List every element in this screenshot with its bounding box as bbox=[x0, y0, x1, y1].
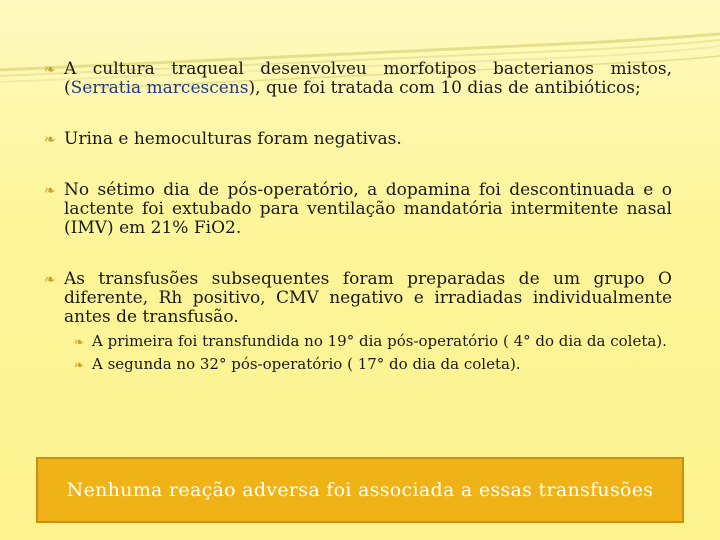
bullet-marker-icon: ❧ bbox=[44, 62, 56, 78]
bullet-transfusions bbox=[44, 270, 672, 327]
slide-content bbox=[44, 60, 672, 373]
bullet-tracheal-culture bbox=[44, 60, 672, 98]
sub-bullet-marker-icon: ❧ bbox=[74, 358, 85, 372]
bullet-marker-icon: ❧ bbox=[44, 132, 56, 148]
callout-text: Nenhuma reação adversa foi associada a essas transfusões bbox=[66, 479, 654, 501]
species-name: Serratia marcescens bbox=[70, 78, 249, 98]
bullet-text: A cultura traqueal desenvolveu morfotipos bacterianos mistos, ( bbox=[64, 59, 672, 98]
bullet-urine-blood-culture bbox=[44, 130, 672, 149]
sub-bullet-marker-icon: ❧ bbox=[74, 335, 85, 349]
bullet-marker-icon: ❧ bbox=[44, 183, 56, 199]
bullet-marker-icon: ❧ bbox=[44, 272, 56, 288]
bullet-text: No sétimo dia de pós-operatório, a dopamina foi descontinuada e o lactente foi extubado para ventilação mandatória intermitente nasal (IMV) em 21% FiO2. bbox=[64, 180, 672, 238]
bullet-text: Urina e hemoculturas foram negativas. bbox=[64, 129, 402, 149]
sub-bullet-text: A segunda no 32° pós-operatório ( 17° do dia da coleta). bbox=[92, 355, 521, 373]
sub-bullet-first-transfusion bbox=[74, 333, 672, 350]
callout-box bbox=[36, 457, 684, 523]
sub-bullet-text: A primeira foi transfundida no 19° dia pós-operatório ( 4° do dia da coleta). bbox=[92, 332, 667, 350]
sub-bullet-second-transfusion bbox=[74, 356, 672, 373]
bullet-text-end: ), que foi tratada com 10 dias de antibióticos; bbox=[248, 78, 641, 98]
bullet-seventh-day bbox=[44, 181, 672, 238]
bullet-text: As transfusões subsequentes foram preparadas de um grupo O diferente, Rh positivo, CMV negativo e irradiadas individualmente antes de transfusão. bbox=[64, 269, 672, 327]
